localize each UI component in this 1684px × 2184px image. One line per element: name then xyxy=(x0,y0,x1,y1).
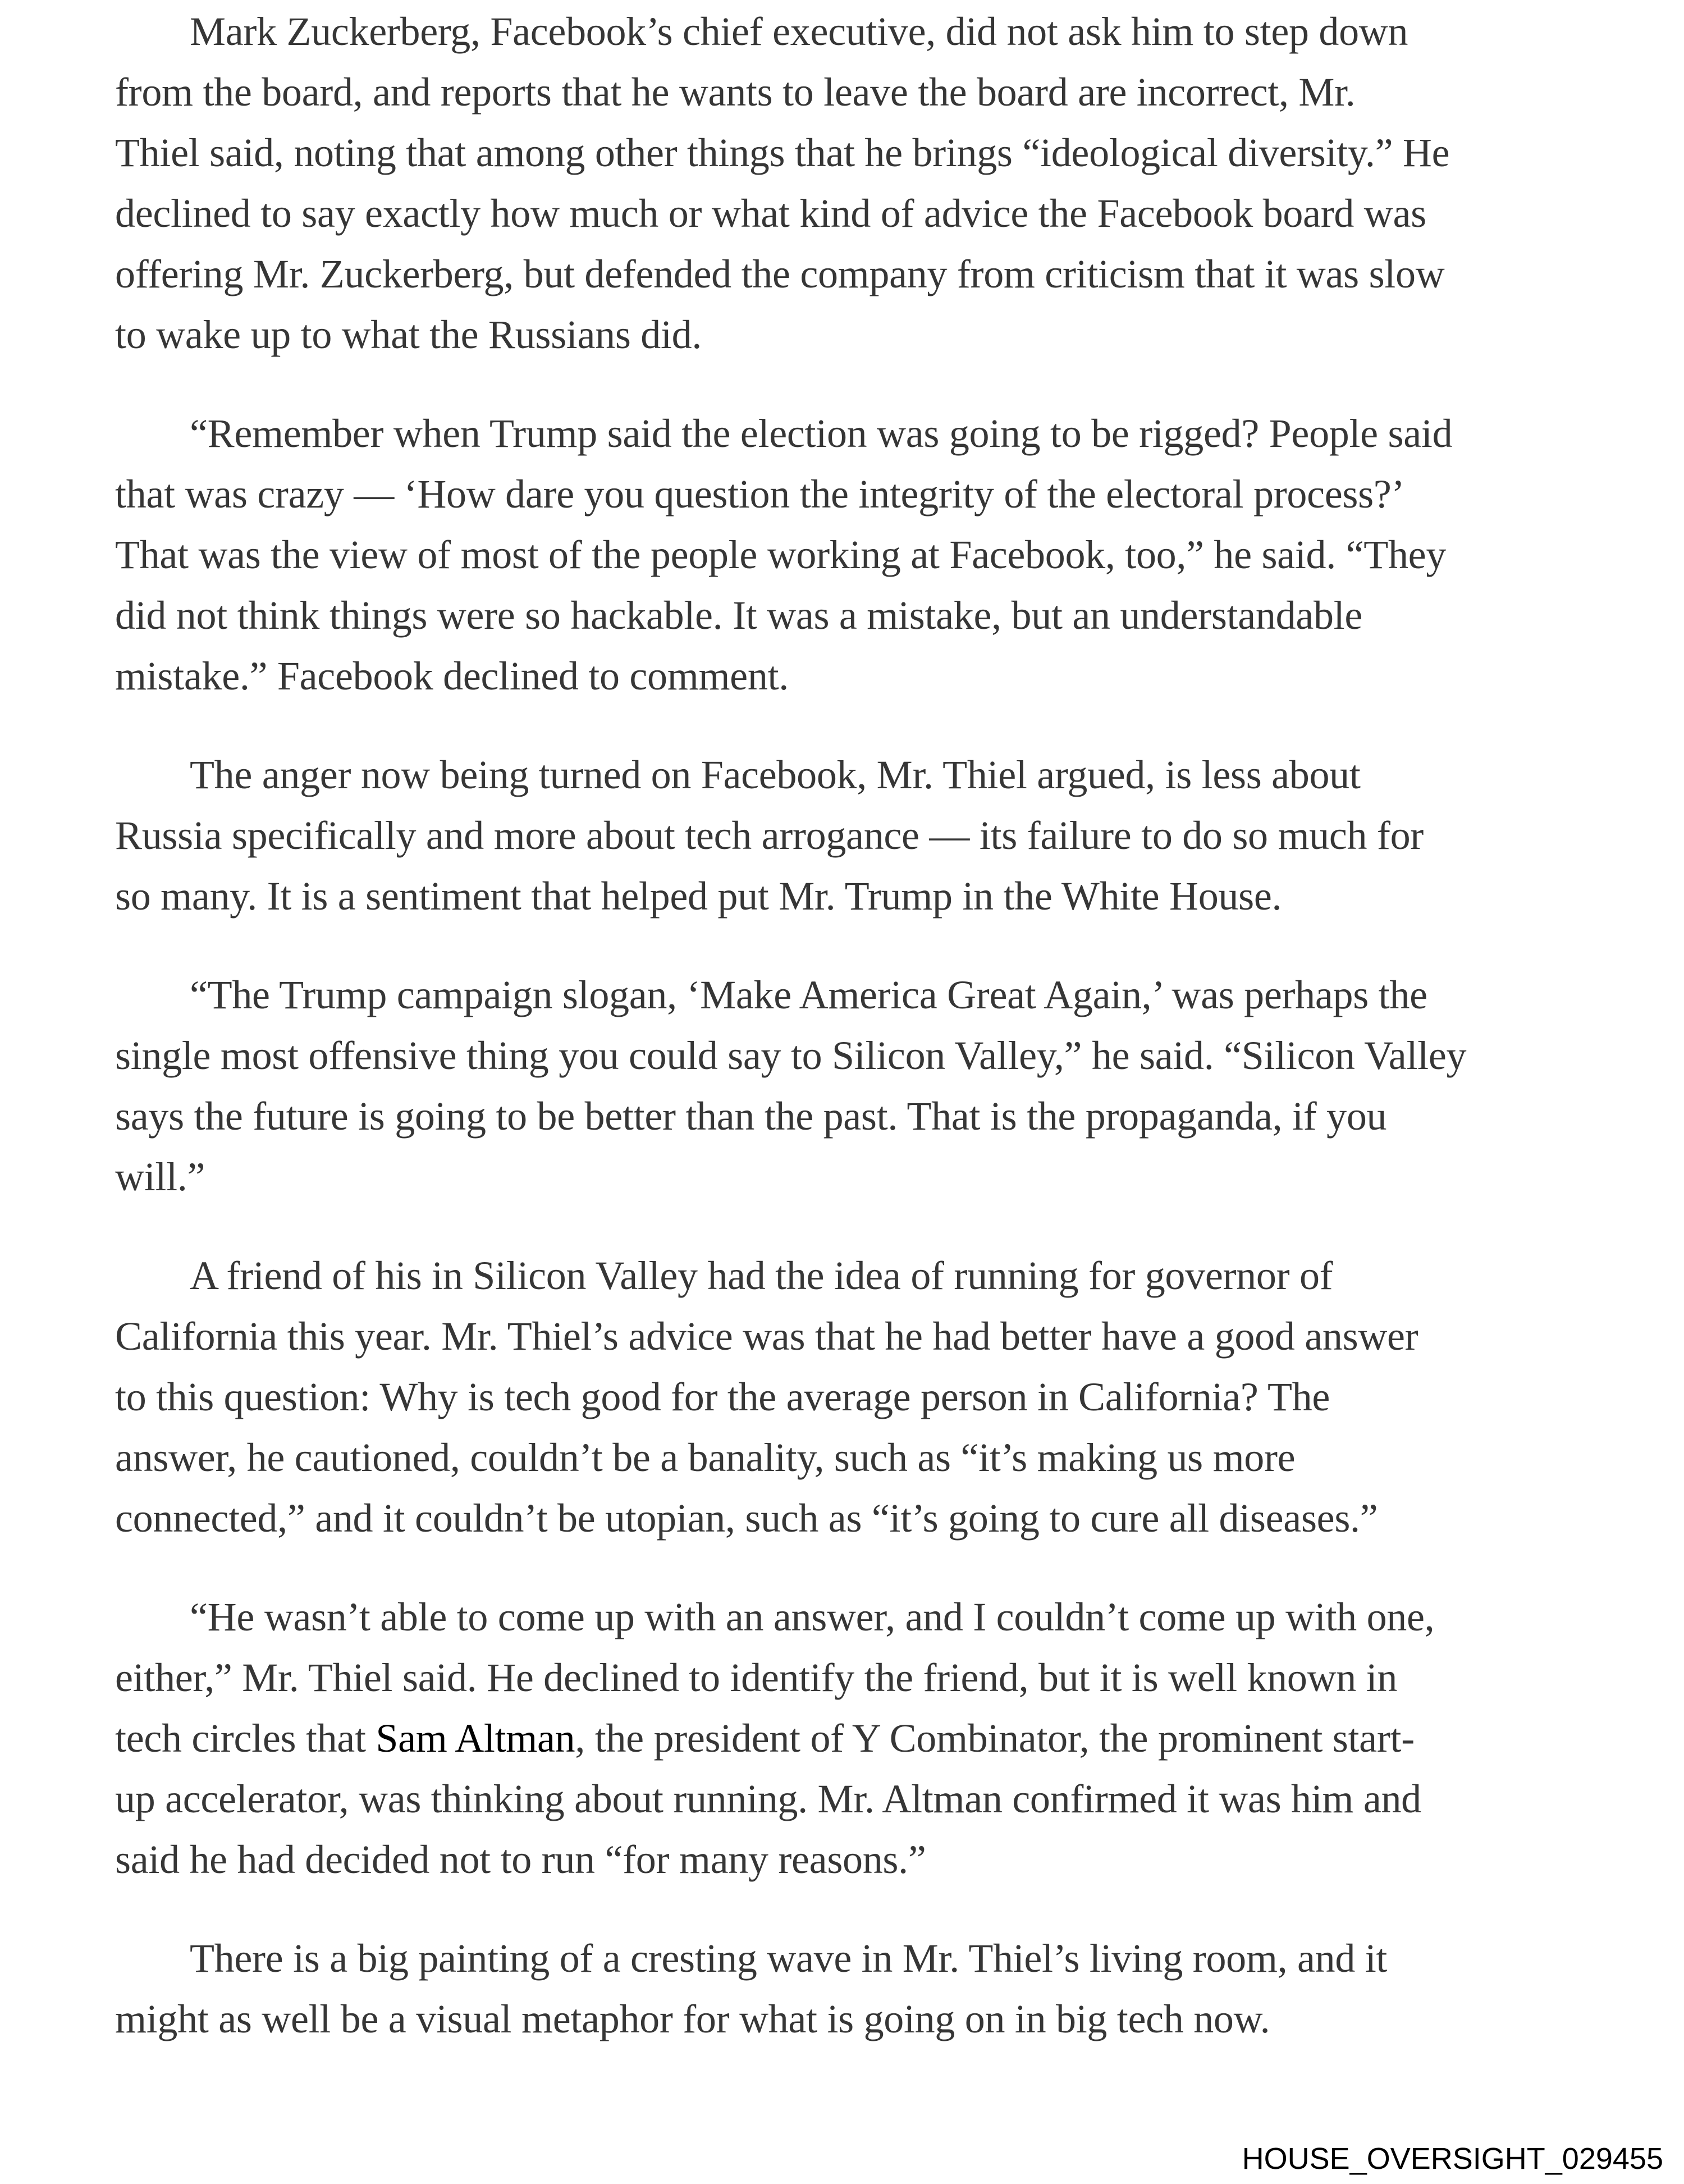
text-line xyxy=(115,524,1597,585)
text-line xyxy=(115,1488,1597,1548)
paragraph xyxy=(115,1,1597,365)
text-segment: There is a big painting of a cresting wave in Mr. Thiel’s living room, and it xyxy=(190,1936,1388,1981)
paragraph xyxy=(115,744,1597,926)
article-body xyxy=(115,1,1597,2049)
paragraph xyxy=(115,403,1597,706)
text-line xyxy=(115,183,1597,244)
text-segment: says the future is going to be better than the past. That is the propaganda, if you xyxy=(115,1094,1387,1139)
text-segment: that was crazy — ‘How dare you question the integrity of the electoral process?’ xyxy=(115,472,1405,517)
text-line xyxy=(115,805,1597,866)
text-line xyxy=(115,1306,1597,1367)
text-segment: mistake.” Facebook declined to comment. xyxy=(115,654,789,698)
text-segment: to this question: Why is tech good for the average person in California? The xyxy=(115,1374,1330,1419)
text-line xyxy=(115,965,1597,1025)
text-segment: That was the view of most of the people working at Facebook, too,” he said. “They xyxy=(115,532,1447,577)
text-line xyxy=(115,1245,1597,1306)
text-line xyxy=(115,1146,1597,1207)
text-segment: A friend of his in Silicon Valley had the idea of running for governor of xyxy=(190,1253,1333,1298)
paragraph xyxy=(115,1245,1597,1548)
text-line xyxy=(115,585,1597,646)
text-segment: might as well be a visual metaphor for what is going on in big tech now. xyxy=(115,1996,1270,2041)
inline-link-sam-altman: Sam Altman xyxy=(376,1716,575,1761)
text-segment: either,” Mr. Thiel said. He declined to identify the friend, but it is well known in xyxy=(115,1655,1398,1700)
text-segment: will.” xyxy=(115,1154,205,1199)
text-segment: “He wasn’t able to come up with an answer, and I couldn’t come up with one, xyxy=(190,1594,1435,1639)
text-segment: tech circles that xyxy=(115,1716,376,1761)
text-segment: Russia specifically and more about tech arrogance — its failure to do so much for xyxy=(115,813,1424,858)
text-line xyxy=(115,1647,1597,1708)
text-line xyxy=(115,1086,1597,1146)
text-line xyxy=(115,1769,1597,1829)
text-segment: Mark Zuckerberg, Facebook’s chief executive, did not ask him to step down xyxy=(190,9,1408,54)
text-line xyxy=(115,122,1597,183)
text-segment: declined to say exactly how much or what kind of advice the Facebook board was xyxy=(115,191,1426,236)
text-segment: single most offensive thing you could say to Silicon Valley,” he said. “Silicon Valley xyxy=(115,1033,1467,1078)
text-line xyxy=(115,244,1597,304)
text-line xyxy=(115,403,1597,464)
text-line xyxy=(115,1989,1597,2049)
paragraph xyxy=(115,1587,1597,1890)
text-line xyxy=(115,1928,1597,1989)
text-segment: California this year. Mr. Thiel’s advice was that he had better have a good answer xyxy=(115,1314,1418,1359)
text-line xyxy=(115,646,1597,706)
text-line xyxy=(115,1025,1597,1086)
text-segment: connected,” and it couldn’t be utopian, such as “it’s going to cure all diseases.” xyxy=(115,1496,1378,1541)
text-segment: Thiel said, noting that among other things that he brings “ideological diversity.” He xyxy=(115,130,1450,175)
text-line xyxy=(115,304,1597,365)
text-segment: The anger now being turned on Facebook, Mr. Thiel argued, is less about xyxy=(190,752,1361,797)
text-line xyxy=(115,866,1597,926)
text-line xyxy=(115,62,1597,122)
paragraph xyxy=(115,1928,1597,2049)
text-segment: did not think things were so hackable. It was a mistake, but an understandable xyxy=(115,593,1363,638)
text-segment: “Remember when Trump said the election was going to be rigged? People said xyxy=(190,411,1453,456)
text-line xyxy=(115,464,1597,524)
text-segment: said he had decided not to run “for many reasons.” xyxy=(115,1837,926,1882)
text-segment: from the board, and reports that he wants to leave the board are incorrect, Mr. xyxy=(115,70,1356,115)
text-line xyxy=(115,1427,1597,1488)
text-segment: to wake up to what the Russians did. xyxy=(115,312,702,357)
paragraph xyxy=(115,965,1597,1207)
text-line xyxy=(115,1708,1597,1769)
text-line xyxy=(115,744,1597,805)
text-line xyxy=(115,1829,1597,1890)
text-line xyxy=(115,1,1597,62)
text-segment: so many. It is a sentiment that helped put Mr. Trump in the White House. xyxy=(115,874,1282,919)
text-segment: “The Trump campaign slogan, ‘Make America Great Again,’ was perhaps the xyxy=(190,972,1427,1017)
text-segment: up accelerator, was thinking about running. Mr. Altman confirmed it was him and xyxy=(115,1776,1421,1821)
text-line xyxy=(115,1367,1597,1427)
text-segment: answer, he cautioned, couldn’t be a banality, such as “it’s making us more xyxy=(115,1435,1296,1480)
text-line xyxy=(115,1587,1597,1647)
text-segment: offering Mr. Zuckerberg, but defended the company from criticism that it was slow xyxy=(115,252,1445,296)
text-segment: , the president of Y Combinator, the prominent start- xyxy=(575,1716,1415,1761)
bates-stamp: HOUSE_OVERSIGHT_029455 xyxy=(1242,2142,1663,2176)
